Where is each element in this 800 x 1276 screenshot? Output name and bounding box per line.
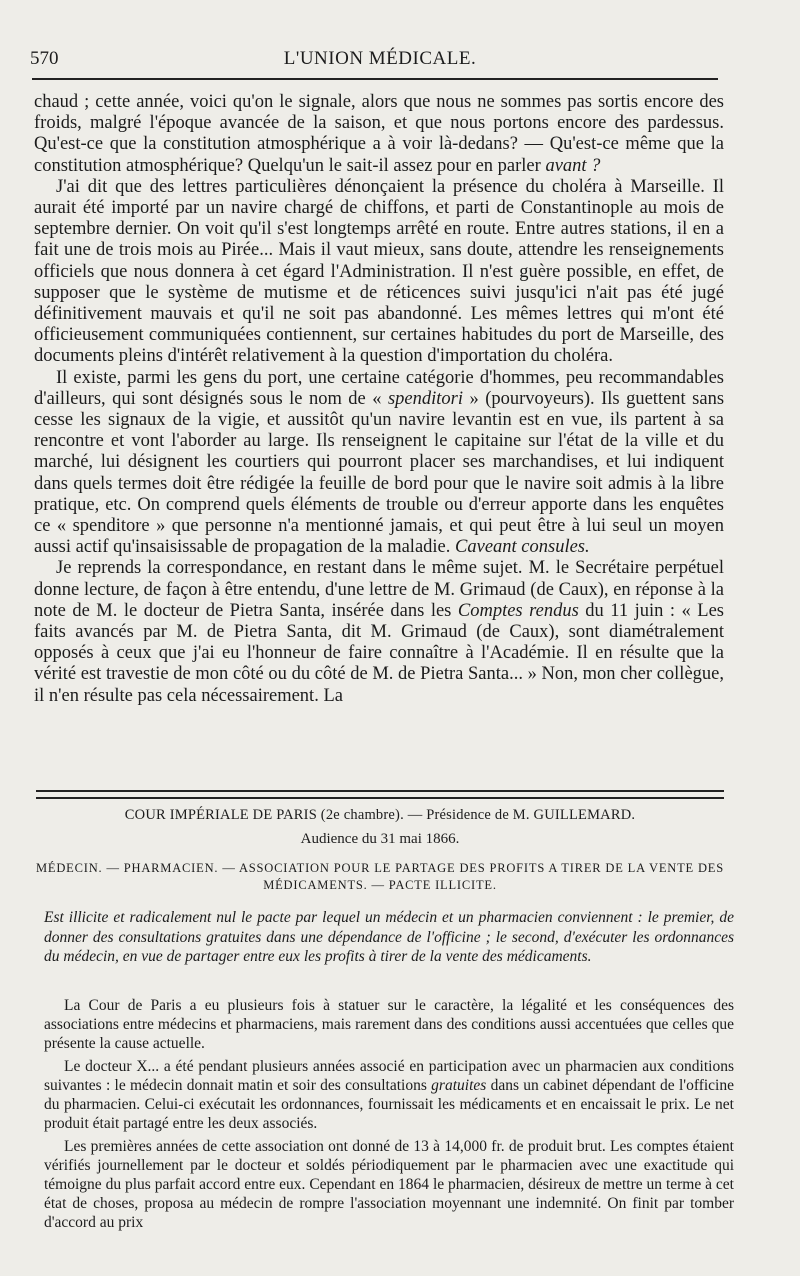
italic-text: Comptes rendus [457, 600, 579, 621]
paragraph [44, 996, 734, 1053]
case-summary: Est illicite et radicalement nul le pacte par lequel un médecin et un pharmacien conviennent : le premier, de donner des consultations gratuites dans une dépendance de l'officine ; le second, d'exécuter les ordonnances du médecin, en vue de partager entre eux les profits à tirer de la vente des médicaments. [44, 909, 734, 965]
italic-text: spenditori [387, 388, 464, 409]
paragraph [34, 558, 724, 706]
paragraph-text: chaud ; cette année, voici qu'on le signale, alors que nous ne sommes pas sortis encore des froids, malgré l'époque avancée de la saison, et que nous portons encore des pardessus. Qu'est-ce que la constitution atmosphérique a à voir là-dedans? — Qu'est-ce même que la constitution atmosphérique? Quelqu'un le sait-il assez pour en parler [34, 92, 724, 176]
header-rule [32, 78, 718, 80]
italic-text: Caveant consules. [455, 537, 590, 558]
court-title: COUR IMPÉRIALE DE PARIS (2e chambre). — Présidence de M. GUILLEMARD. [124, 807, 636, 823]
paragraph [34, 177, 724, 368]
judgment-text [44, 996, 734, 1236]
section-divider [36, 790, 724, 799]
court-heading [36, 806, 724, 894]
paragraph-text: Le docteur X... a été pendant plusieurs années associé en participation avec un pharmacien aux conditions suivantes : le médecin donnait matin et soir des consultations [44, 1058, 734, 1094]
page-number: 570 [30, 48, 59, 69]
hearing-date: Audience du 31 mai 1866. [300, 831, 460, 847]
journal-title: L'UNION MÉDICALE. [283, 48, 477, 69]
paragraph [44, 1137, 734, 1232]
page-header [30, 44, 730, 72]
paragraph [34, 92, 724, 177]
column-text [34, 92, 724, 707]
paragraph-text: » (pourvoyeurs). Ils guettent sans cesse les signaux de la vigie, et aussitôt qu'un navire levantin est en vue, ils partent à sa rencontre et vont l'aborder au large. Ils renseignent le capitaine sur l'état de la ville et du marché, lui désignent les courtiers qui pourront placer ses marchandises, et lui indiquent dans quels termes doit être rédigée la feuille de bord pour que le navire soit admis à la libre pratique, etc. On comprend quels éléments de trouble ou d'erreur apporte dans les enquêtes ce « spenditore » que personne n'a mentionné jamais, et qui peut être à lui seul un moyen aussi actif qu'insaisissable de propagation de la maladie. [34, 388, 725, 558]
paragraph-text: Il existe, parmi les gens du port, une certaine catégorie d'hommes, peu recommandables d'ailleurs, qui sont désignés sous le nom de « [34, 367, 724, 409]
paragraph-text: du 11 juin : « Les faits avancés par M. de Pietra Santa, dit M. Grimaud (de Caux), sont diamétralement opposés à ceux que j'ai eu l'honneur de faire connaître à l'Académie. Il en résulte que la vérité est travestie de mon côté ou du côté de M. de Pietra Santa... » Non, mon cher collègue, il n'en résulte pas cela nécessairement. La [34, 600, 724, 706]
paragraph-text: Les premières années de cette association ont donné de 13 à 14,000 fr. de produit brut. Les comptes étaient vérifiés journellement par le docteur et soldés périodiquement par le pharmacien avec une exactitude qui témoigne du plus parfait accord entre eux. Cependant en 1864 le pharmacien, désireux de mettre un terme à cet état de choses, proposa au médecin de rompre l'association moyennant une indemnité. On finit par tomber d'accord au prix [44, 1138, 734, 1231]
paragraph-text: La Cour de Paris a eu plusieurs fois à statuer sur le caractère, la légalité et les conséquences des associations entre médecins et pharmaciens, mais rarement dans des conditions aussi accentuées que celles que présente la cause actuelle. [44, 997, 734, 1052]
paragraph-text: Je reprends la correspondance, en restant dans le même sujet. M. le Secrétaire perpétuel donne lecture, de façon à être entendu, d'une lettre de M. Grimaud (de Caux), en réponse à la note de M. le docteur de Pietra Santa, insérée dans les [34, 558, 724, 621]
paragraph-text: J'ai dit que des lettres particulières dénonçaient la présence du choléra à Marseille. Il aurait été importé par un navire chargé de chiffons, et parti de Constantinople au mois de septembre dernier. On voit qu'il s'est longtemps arrêté en route. Entre autres stations, il en a fait une de trois mois au Pirée... Mais il vaut mieux, sans doute, attendre les renseignements officiels que nous donnera à cet égard l'Administration. Il n'est guère possible, en effet, de supposer que le système de mutisme et de réticences suivi jusqu'ici n'ait pas été jugé définitivement mauvais et qu'il ne soit pas abandonné. Les mêmes lettres qui m'ont été officieusement communiquées contiennent, sur certaines habitudes du port de Marseille, des documents pleins d'intérêt relativement à la question d'importation du choléra. [34, 176, 724, 367]
paragraph [44, 1057, 734, 1133]
paragraph-text: dans un cabinet dépendant de l'officine du pharmacien. Celui-ci exécutait les ordonnances, fournissait les médicaments et en encaissait le prix. Le net produit était partagé entre les deux associés. [44, 1077, 734, 1132]
subject-heading: MÉDECIN. — PHARMACIEN. — ASSOCIATION POUR LE PARTAGE DES PROFITS A TIRER DE LA VENTE DES MÉDICAMENTS. — PACTE ILLICITE. [36, 861, 724, 892]
paragraph [34, 368, 724, 559]
italic-text: avant ? [545, 155, 601, 176]
italic-text: gratuites [431, 1077, 487, 1094]
